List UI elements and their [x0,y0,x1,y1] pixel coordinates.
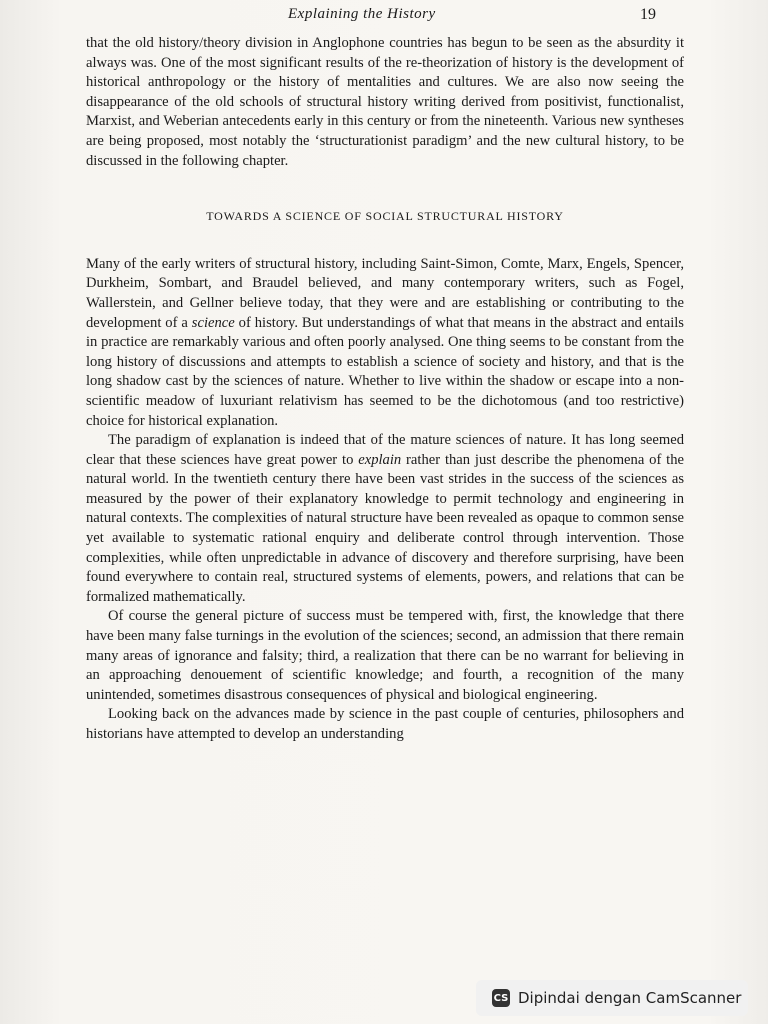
section-heading: TOWARDS A SCIENCE OF SOCIAL STRUCTURAL HISTORY [206,209,564,224]
camscanner-watermark [476,980,748,1016]
running-title: Explaining the History [288,6,436,22]
camscanner-icon: CS [492,989,510,1007]
paragraph: Looking back on the advances made by science in the past couple of centuries, philosophers and historians have attempted to develop an understanding [86,706,684,742]
paragraph-text: Many of the early writers of structural history, including Saint-Simon, Comte, Marx, Engels, Spencer, Durkheim, Sombart, and Braudel believed, and many contemporary writers, such as Fogel, Wallerstein, and Gellner believe today, that they were and are establishing or contributing to the development of a [86,255,684,331]
page-number: 19 [640,6,656,23]
italic-word: science [191,314,235,331]
body-text [86,34,684,745]
paragraph [86,431,684,607]
paragraph: Of course the general picture of success must be tempered with, first, the knowledge that there have been many false turnings in the evolution of the sciences; second, an admission that there remain many areas of ignorance and falsity; third, a realization that there can be no warrant for believing in an approaching denouement of scientific knowledge; and fourth, a recognition of the many unintended, sometimes disastrous consequences of physical and biological engineering. [86,608,684,703]
paragraph-text: of history. But understandings of what that means in the abstract and entails in practice are remarkably various and often poorly analysed. One thing seems to be constant from the long history of discussions and attempts to establish a science of society and history, and that is the long shadow cast by the sciences of nature. Whether to live within the shadow or escape into a non-scientific meadow of luxuriant relativism has seemed to be the dichotomous (and too restrictive) choice for historical explanation. [86,314,684,429]
paragraph-text: The paradigm of explanation is indeed that of the mature sciences of nature. It has long seemed clear that these sciences have great power to [86,432,684,468]
camscanner-label: Dipindai dengan CamScanner [518,989,742,1007]
paragraph-text: rather than just describe the phenomena of the natural world. In the twentieth century there have been vast strides in the success of the sciences as measured by the power of their explanatory knowledge to permit technology and engineering in natural contexts. The complexities of natural structure have been revealed as opaque to common sense yet available to systematic rational enquiry and deliberate control through intervention. Those complexities, while often unpredictable in advance of discovery and therefore surprising, have been found everywhere to contain real, structured systems of elements, powers, and relations that can be formalized mathematically. [86,451,684,605]
paragraph [86,255,684,431]
page-header [88,4,668,26]
paragraph-continuation: that the old history/theory division in Anglophone countries has begun to be seen as the absurdity it always was. One of the most significant results of the re-theorization of history is the development of historical anthropology or the history of mentalities and cultures. We are also now seeing the disappearance of the old schools of structural history writing derived from positivist, functionalist, Marxist, and Weberian antecedents early in this century or from the nineteenth. Various new syntheses are being proposed, most notably the ‘structurationist paradigm’ and the new cultural history, to be discussed in the following chapter. [86,35,684,169]
italic-word: explain [358,451,402,468]
